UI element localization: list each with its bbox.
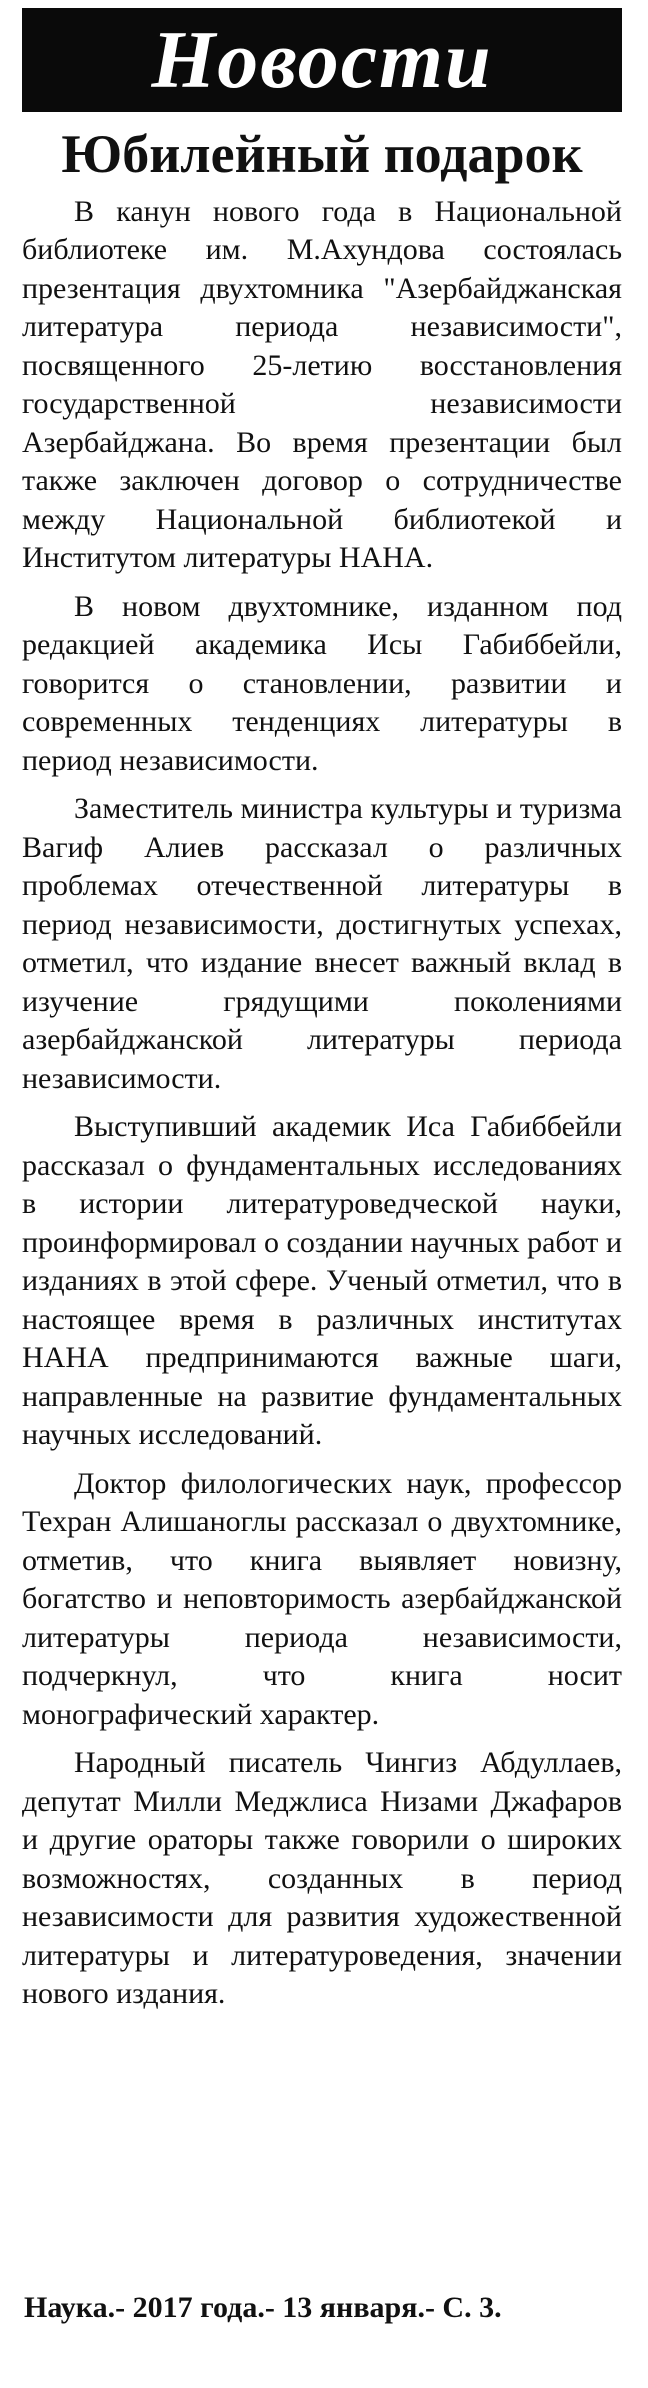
article-headline: Юбилейный подарок: [61, 124, 583, 184]
article-paragraph: Доктор филологических наук, профессор Техран Алишаноглы рассказал о двухтомнике, отметив, что книга выявляет новизну, богатство и неповторимость азербайджанской литературы периода независимости, подчеркнул, что книга носит монографический характер.: [22, 1466, 622, 1731]
article-paragraph: Заместитель министра культуры и туризма Вагиф Алиев рассказал о различных проблемах отечественной литературы в период независимости, достигнутых успехах, отметил, что издание внесет важный вклад в изучение грядущими поколениями азербайджанской литературы периода независимости.: [22, 792, 622, 1095]
rubric-banner: [22, 8, 622, 112]
article-paragraph: В канун нового года в Национальной библиотеке им. М.Ахундова состоялась презентация двухтомника "Азербайджанская литература периода независимости", посвященного 25-летию восстановления государственной независимости Азербайджана. Во время презентации был также заключен договор о сотрудничестве между Национальной библиотекой и Институтом литературы НАНА.: [22, 194, 622, 575]
rubric-title: Новости: [151, 14, 493, 105]
article-body: [22, 193, 622, 2014]
news-clipping: [22, 8, 622, 2024]
article-paragraph: Выступивший академик Иса Габиббейли рассказал о фундаментальных исследованиях в истории литературоведческой науки, проинформировал о создании научных работ и изданиях в этой сфере. Ученый отметил, что в настоящее время в различных институтах НАНА предпринимаются важные шаги, направленные на развитие фундаментальных научных исследований.: [22, 1110, 622, 1452]
source-citation: Наука.- 2017 года.- 13 января.- С. 3.: [24, 2291, 502, 2324]
article-paragraph: Народный писатель Чингиз Абдуллаев, депутат Милли Меджлиса Низами Джафаров и другие ораторы также говорили о широких возможностях, созданных в период независимости для развития художественной литературы и литературоведения, значении нового издания.: [22, 1746, 622, 2011]
article-paragraph: В новом двухтомнике, изданном под редакцией академика Исы Габиббейли, говорится о становлении, развитии и современных тенденциях литературы в период независимости.: [22, 589, 622, 777]
